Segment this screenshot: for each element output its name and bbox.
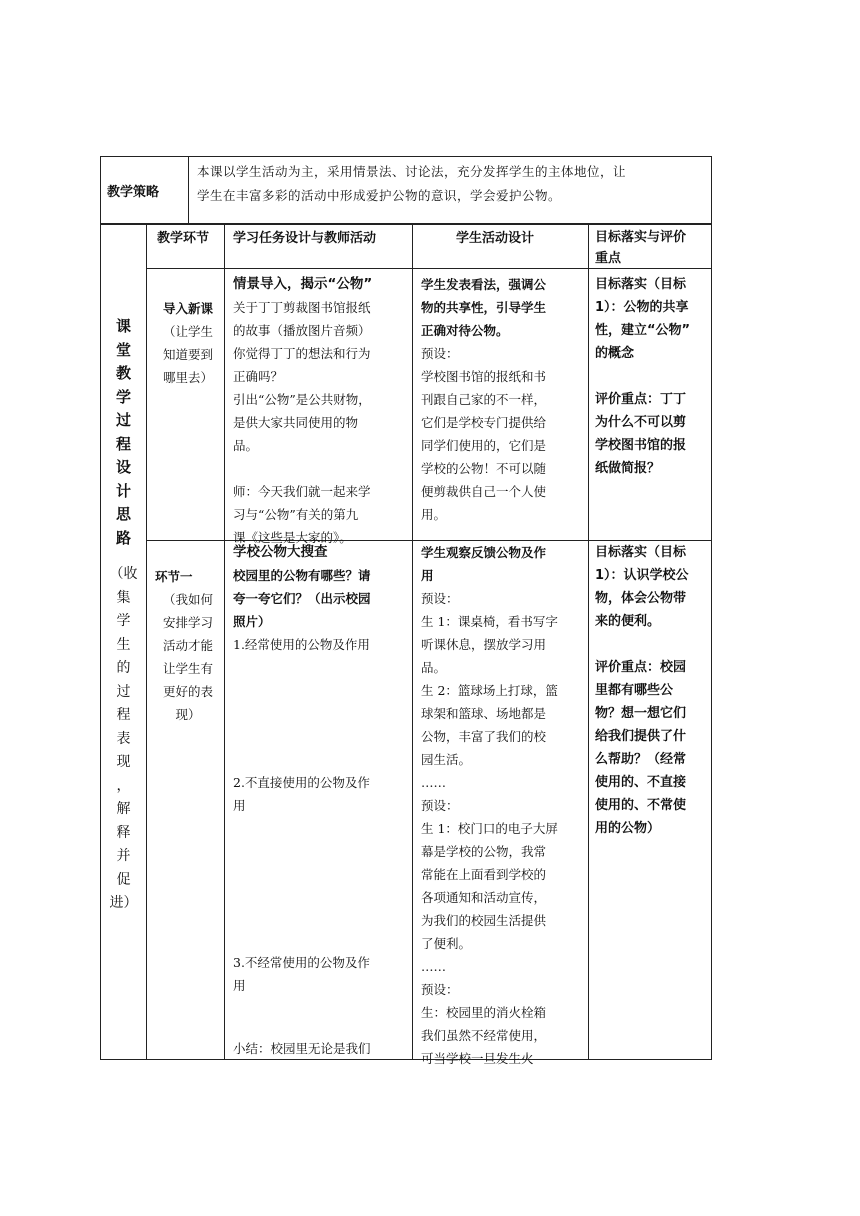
student-line: 生 2：篮球场上打球，篮 <box>421 683 558 698</box>
side-char: 学 <box>116 613 131 629</box>
task-item: 3.不经常使用的公物及作 <box>233 955 370 970</box>
student-line: 品。 <box>421 660 447 675</box>
side-char: 学 <box>115 387 131 406</box>
side-char: 表 <box>116 730 131 747</box>
task-line: 师：今天我们就一起来学 <box>233 484 371 499</box>
eval-line: 么帮助？（经常 <box>595 752 687 767</box>
student-line: 预设： <box>421 346 459 361</box>
side-char: 释 <box>116 824 131 841</box>
task-line: 校园里的公物有哪些？请 <box>233 568 371 583</box>
task-line: 夸一夸它们？（出示校园 <box>233 591 371 606</box>
student-line: 正确对待公物。 <box>421 323 509 338</box>
student-line: 我们虽然不经常使用， <box>421 1028 547 1043</box>
row2-task-summary: 小结：校园里无论是我们 <box>233 1041 371 1056</box>
col-divider <box>224 225 225 1059</box>
side-char: ， <box>116 777 131 794</box>
task-line: 品。 <box>233 438 259 453</box>
stage-note: 哪里去） <box>162 370 213 385</box>
task-line: 是供大家共同使用的物 <box>233 415 359 430</box>
row2-student-cell <box>421 541 583 1070</box>
eval-line: 给我们提供了什 <box>595 729 687 744</box>
student-line: 学生发表看法，强调公 <box>421 277 547 292</box>
spacer <box>233 457 405 480</box>
eval-line: 使用的、不常使 <box>595 798 687 813</box>
side-char: 现 <box>116 754 131 770</box>
goal-line: 1）：公物的共享 <box>595 300 689 315</box>
student-line: 可当学校一旦发生火 <box>421 1051 534 1066</box>
task-item: 用 <box>233 798 246 813</box>
task-line: 习与“公物”有关的第九 <box>233 507 359 522</box>
strategy-table <box>100 156 712 224</box>
header-teaching-stage: 教学环节 <box>157 231 210 246</box>
eval-line: 评价重点：丁丁 <box>595 392 687 407</box>
student-line: 常能在上面看到学校的 <box>421 867 547 882</box>
student-line: 学生观察反馈公物及作 <box>421 545 547 560</box>
row1-task-cell <box>233 273 405 549</box>
task-item: 1.经常使用的公物及作用 <box>233 637 370 652</box>
eval-line: 里都有哪些公 <box>595 683 674 698</box>
student-line: 生：校园里的消火栓箱 <box>421 1005 547 1020</box>
row2-goal-cell <box>595 541 709 840</box>
task-item: 2.不直接使用的公物及作 <box>233 775 370 790</box>
row1-stage-cell <box>155 297 221 389</box>
student-line: 物的共享性，引导学生 <box>421 300 547 315</box>
task-item: 用 <box>233 978 246 993</box>
student-line: 便剪裁供自己一个人使 <box>421 484 547 499</box>
goal-line: 目标落实（目标 <box>595 277 687 292</box>
eval-line: 学校图书馆的报 <box>595 438 687 453</box>
eval-line: 为什么不可以剪 <box>595 415 687 430</box>
side-column-note <box>101 563 146 916</box>
task-line: 的故事（播放图片音频） <box>233 323 371 338</box>
stage-note: 让学生有 <box>162 661 213 676</box>
col-divider <box>412 225 413 1059</box>
student-line: 预设： <box>421 591 459 606</box>
spacer <box>595 365 709 388</box>
task-line: 你觉得丁丁的想法和行为 <box>233 346 371 361</box>
row2-stage-cell <box>155 565 221 726</box>
student-line: 用。 <box>421 507 447 522</box>
student-line: 用 <box>421 568 434 583</box>
stage-note: 现） <box>175 707 201 722</box>
task-line: 课《这些是大家的》。 <box>233 530 352 545</box>
side-char: 思 <box>115 505 131 523</box>
strategy-text <box>197 160 703 208</box>
student-line: 球架和篮球、场地都是 <box>421 706 547 721</box>
student-line: …… <box>421 959 446 974</box>
goal-line: 性，建立“公物” <box>595 323 691 338</box>
side-char: 生 <box>116 636 131 653</box>
side-char: 并 <box>116 848 131 864</box>
side-char: 课 <box>115 317 131 335</box>
side-char: （收 <box>109 566 138 582</box>
student-line: 预设： <box>421 798 459 813</box>
strategy-line: 本课以学生活动为主，采用情景法、讨论法，充分发挥学生的主体地位，让 <box>197 164 627 179</box>
student-line: 了便利。 <box>421 936 472 951</box>
side-char: 的 <box>116 660 131 676</box>
eval-line: 物？想一想它们 <box>595 706 687 721</box>
stage-note: 安排学习 <box>162 615 213 630</box>
stage-note: 更好的表 <box>162 684 213 699</box>
side-char: 设 <box>115 458 131 476</box>
row2-task-item3 <box>233 951 405 997</box>
header-line: 目标落实与评价 <box>595 230 687 245</box>
eval-line: 用的公物） <box>595 821 661 836</box>
task-title: 学校公物大搜查 <box>233 544 328 560</box>
eval-line: 纸做简报？ <box>595 461 661 476</box>
student-line: 听课休息，摆放学习用 <box>421 637 547 652</box>
side-char: 过 <box>116 683 131 700</box>
col-divider <box>588 225 589 1059</box>
task-line: 正确吗？ <box>233 369 284 384</box>
header-task-design: 学习任务设计与教师活动 <box>233 231 377 246</box>
row1-student-cell <box>421 273 583 526</box>
row2-task-cell <box>233 541 405 656</box>
col-divider <box>146 225 147 1059</box>
side-column-bold <box>101 315 146 550</box>
side-char: 进） <box>109 895 138 911</box>
stage-title: 环节一 <box>155 569 193 584</box>
row2-task-item2 <box>233 771 405 817</box>
student-line: 学校图书馆的报纸和书 <box>421 369 547 384</box>
strategy-line: 学生在丰富多彩的活动中形成爱护公物的意识，学会爱护公物。 <box>197 188 562 203</box>
student-line: 幕是学校的公物，我常 <box>421 844 547 859</box>
side-char: 教 <box>115 364 131 382</box>
task-line: 关于丁丁剪裁图书馆报纸 <box>233 300 371 315</box>
spacer <box>595 633 709 656</box>
side-char: 路 <box>115 528 131 547</box>
goal-line: 物，体会公物带 <box>595 591 687 606</box>
goal-line: 来的便利。 <box>595 614 661 629</box>
stage-note: （我如何 <box>162 592 213 607</box>
student-line: 各项通知和活动宣传， <box>421 890 547 905</box>
eval-line: 使用的、不直接 <box>595 775 687 790</box>
side-char: 过 <box>115 411 131 429</box>
task-line: 照片） <box>233 614 271 629</box>
student-line: 预设： <box>421 982 459 997</box>
student-line: 生 1：校门口的电子大屏 <box>421 821 558 836</box>
process-table <box>100 224 712 1066</box>
side-char: 堂 <box>115 340 131 359</box>
side-char: 计 <box>115 481 131 500</box>
student-line: …… <box>421 775 446 790</box>
header-line: 重点 <box>595 251 622 266</box>
goal-line: 的概念 <box>595 346 635 361</box>
stage-title: 导入新课 <box>162 301 213 316</box>
stage-note: （让学生 <box>162 324 213 339</box>
side-char: 促 <box>116 871 131 888</box>
task-title: 情景导入，揭示“公物” <box>233 276 373 292</box>
student-line: 同学们使用的，它们是 <box>421 438 547 453</box>
strategy-label: 教学策略 <box>101 157 189 223</box>
stage-note: 活动才能 <box>162 638 213 653</box>
student-line: 为我们的校园生活提供 <box>421 913 547 928</box>
goal-line: 目标落实（目标 <box>595 545 687 560</box>
student-line: 生 1：课桌椅，看书写字 <box>421 614 558 629</box>
student-line: 刊跟自己家的不一样， <box>421 392 547 407</box>
student-line: 学校的公物！不可以随 <box>421 461 547 476</box>
student-line: 园生活。 <box>421 752 472 767</box>
goal-line: 1）：认识学校公 <box>595 568 689 583</box>
header-goal-evaluation <box>595 227 686 269</box>
eval-line: 评价重点：校园 <box>595 660 687 675</box>
side-char: 集 <box>116 589 131 606</box>
student-line: 它们是学校专门提供给 <box>421 415 547 430</box>
side-char: 程 <box>115 434 131 453</box>
row1-goal-cell <box>595 273 709 480</box>
side-char: 解 <box>116 801 131 817</box>
student-line: 公物，丰富了我们的校 <box>421 729 547 744</box>
task-line: 引出“公物”是公共财物， <box>233 392 371 407</box>
stage-note: 知道要到 <box>162 347 213 362</box>
side-char: 程 <box>116 707 131 723</box>
header-student-activity: 学生活动设计 <box>456 231 535 246</box>
